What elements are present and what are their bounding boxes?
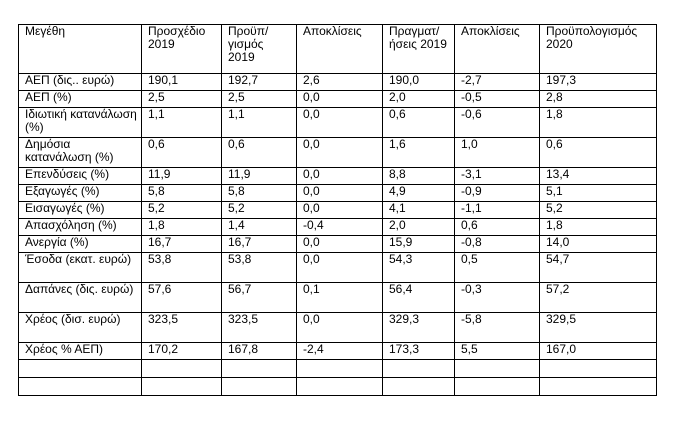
- header-cell-budget-2019: Προϋπ/ γισμός 2019: [222, 25, 297, 74]
- table-cell: -2,4: [297, 343, 383, 360]
- table-cell: 15,9: [383, 236, 455, 253]
- table-cell: 0,0: [297, 253, 383, 283]
- empty-cell: [297, 360, 383, 378]
- table-row: [19, 236, 657, 253]
- table-cell: -0,4: [297, 219, 383, 236]
- row-label: Ιδιωτική κατανάλωση (%): [19, 108, 142, 138]
- table-cell: 329,3: [383, 313, 455, 343]
- table-cell: 56,4: [383, 283, 455, 313]
- table-cell: 323,5: [142, 313, 222, 343]
- table-cell: 57,6: [142, 283, 222, 313]
- empty-cell: [383, 378, 455, 396]
- row-label: Ανεργία (%): [19, 236, 142, 253]
- table-cell: 5,5: [455, 343, 540, 360]
- table-cell: 323,5: [222, 313, 297, 343]
- table-row: [19, 91, 657, 108]
- table-cell: 190,0: [383, 74, 455, 91]
- table-cell: 0,0: [297, 313, 383, 343]
- table-cell: 0,0: [297, 168, 383, 185]
- table-cell: 1,4: [222, 219, 297, 236]
- table-cell: 16,7: [222, 236, 297, 253]
- row-label: Έσοδα (εκατ. ευρώ): [19, 253, 142, 283]
- table-cell: 0,6: [222, 138, 297, 168]
- table-cell: 0,6: [383, 108, 455, 138]
- empty-cell: [19, 360, 142, 378]
- table-cell: 1,8: [540, 219, 657, 236]
- table-cell: 5,2: [142, 202, 222, 219]
- table-cell: 167,8: [222, 343, 297, 360]
- empty-cell: [297, 378, 383, 396]
- table-cell: 5,2: [222, 202, 297, 219]
- table-row: [19, 343, 657, 360]
- table-cell: 5,2: [540, 202, 657, 219]
- empty-row: [19, 360, 657, 378]
- row-label: Χρέος % ΑΕΠ): [19, 343, 142, 360]
- table-cell: 0,5: [455, 253, 540, 283]
- header-cell-draft-2019: Προσχέδιο 2019: [142, 25, 222, 74]
- table-cell: 11,9: [142, 168, 222, 185]
- table-cell: 5,8: [142, 185, 222, 202]
- table-cell: 53,8: [142, 253, 222, 283]
- row-label: Απασχόληση (%): [19, 219, 142, 236]
- table-cell: 0,6: [142, 138, 222, 168]
- table-cell: 0,0: [297, 138, 383, 168]
- economic-indicators-table: [18, 24, 657, 396]
- table-cell: 2,6: [297, 74, 383, 91]
- table-cell: 167,0: [540, 343, 657, 360]
- table-cell: 2,5: [222, 91, 297, 108]
- table-cell: -0,5: [455, 91, 540, 108]
- table-row: [19, 74, 657, 91]
- table-cell: 4,1: [383, 202, 455, 219]
- table-cell: -0,3: [455, 283, 540, 313]
- row-label: Εξαγωγές (%): [19, 185, 142, 202]
- table-cell: 192,7: [222, 74, 297, 91]
- empty-cell: [19, 378, 142, 396]
- table-cell: 173,3: [383, 343, 455, 360]
- table-cell: 14,0: [540, 236, 657, 253]
- table-cell: 190,1: [142, 74, 222, 91]
- header-cell-indicator: Μεγέθη: [19, 25, 142, 74]
- row-label: Εισαγωγές (%): [19, 202, 142, 219]
- table-cell: 56,7: [222, 283, 297, 313]
- table-cell: -0,9: [455, 185, 540, 202]
- table-row: [19, 283, 657, 313]
- table-cell: 0,6: [455, 219, 540, 236]
- table-row: [19, 202, 657, 219]
- table-cell: 54,7: [540, 253, 657, 283]
- row-label: Δαπάνες (δις. ευρώ): [19, 283, 142, 313]
- table-cell: 0,0: [297, 236, 383, 253]
- table-row: [19, 185, 657, 202]
- table-cell: 53,8: [222, 253, 297, 283]
- table-cell: 54,3: [383, 253, 455, 283]
- table-cell: -0,8: [455, 236, 540, 253]
- table-cell: 2,0: [383, 219, 455, 236]
- table-cell: 0,0: [297, 108, 383, 138]
- table-cell: 2,5: [142, 91, 222, 108]
- table-cell: -5,8: [455, 313, 540, 343]
- empty-cell: [222, 360, 297, 378]
- table-cell: 16,7: [142, 236, 222, 253]
- table-cell: 1,0: [455, 138, 540, 168]
- table-cell: -1,1: [455, 202, 540, 219]
- empty-cell: [142, 378, 222, 396]
- table-cell: 0,0: [297, 202, 383, 219]
- table-cell: 5,1: [540, 185, 657, 202]
- header-cell-budget-2020: Προϋπολογισμός 2020: [540, 25, 657, 74]
- header-cell-deviation-2: Αποκλίσεις: [455, 25, 540, 74]
- table-cell: 1,8: [540, 108, 657, 138]
- empty-cell: [455, 360, 540, 378]
- table-row: [19, 168, 657, 185]
- table-cell: -2,7: [455, 74, 540, 91]
- table-cell: 197,3: [540, 74, 657, 91]
- table-cell: 0,1: [297, 283, 383, 313]
- table-cell: -3,1: [455, 168, 540, 185]
- table-cell: 329,5: [540, 313, 657, 343]
- empty-cell: [455, 378, 540, 396]
- empty-row: [19, 378, 657, 396]
- table-cell: -0,6: [455, 108, 540, 138]
- table-cell: 0,0: [297, 91, 383, 108]
- table-cell: 2,0: [383, 91, 455, 108]
- row-label: Χρέος (δισ. ευρώ): [19, 313, 142, 343]
- table-cell: 0,0: [297, 185, 383, 202]
- table-cell: 13,4: [540, 168, 657, 185]
- table-row: [19, 253, 657, 283]
- table-cell: 1,1: [222, 108, 297, 138]
- header-cell-deviation: Αποκλίσεις: [297, 25, 383, 74]
- table-cell: 5,8: [222, 185, 297, 202]
- row-label: ΑΕΠ (δις.. ευρώ): [19, 74, 142, 91]
- table-cell: 0,6: [540, 138, 657, 168]
- table-cell: 2,8: [540, 91, 657, 108]
- table-row: [19, 313, 657, 343]
- table-cell: 1,6: [383, 138, 455, 168]
- table-row: [19, 138, 657, 168]
- empty-cell: [142, 360, 222, 378]
- empty-cell: [383, 360, 455, 378]
- row-label: Επενδύσεις (%): [19, 168, 142, 185]
- table-cell: 4,9: [383, 185, 455, 202]
- empty-cell: [540, 378, 657, 396]
- table-row: [19, 219, 657, 236]
- header-cell-actual-2019: Πραγματ/ ήσεις 2019: [383, 25, 455, 74]
- table-cell: 1,8: [142, 219, 222, 236]
- header-row: [19, 25, 657, 74]
- row-label: Δημόσια κατανάλωση (%): [19, 138, 142, 168]
- row-label: ΑΕΠ (%): [19, 91, 142, 108]
- table-cell: 8,8: [383, 168, 455, 185]
- empty-cell: [222, 378, 297, 396]
- table-row: [19, 108, 657, 138]
- table-cell: 170,2: [142, 343, 222, 360]
- table-cell: 1,1: [142, 108, 222, 138]
- table-cell: 11,9: [222, 168, 297, 185]
- empty-cell: [540, 360, 657, 378]
- table-cell: 57,2: [540, 283, 657, 313]
